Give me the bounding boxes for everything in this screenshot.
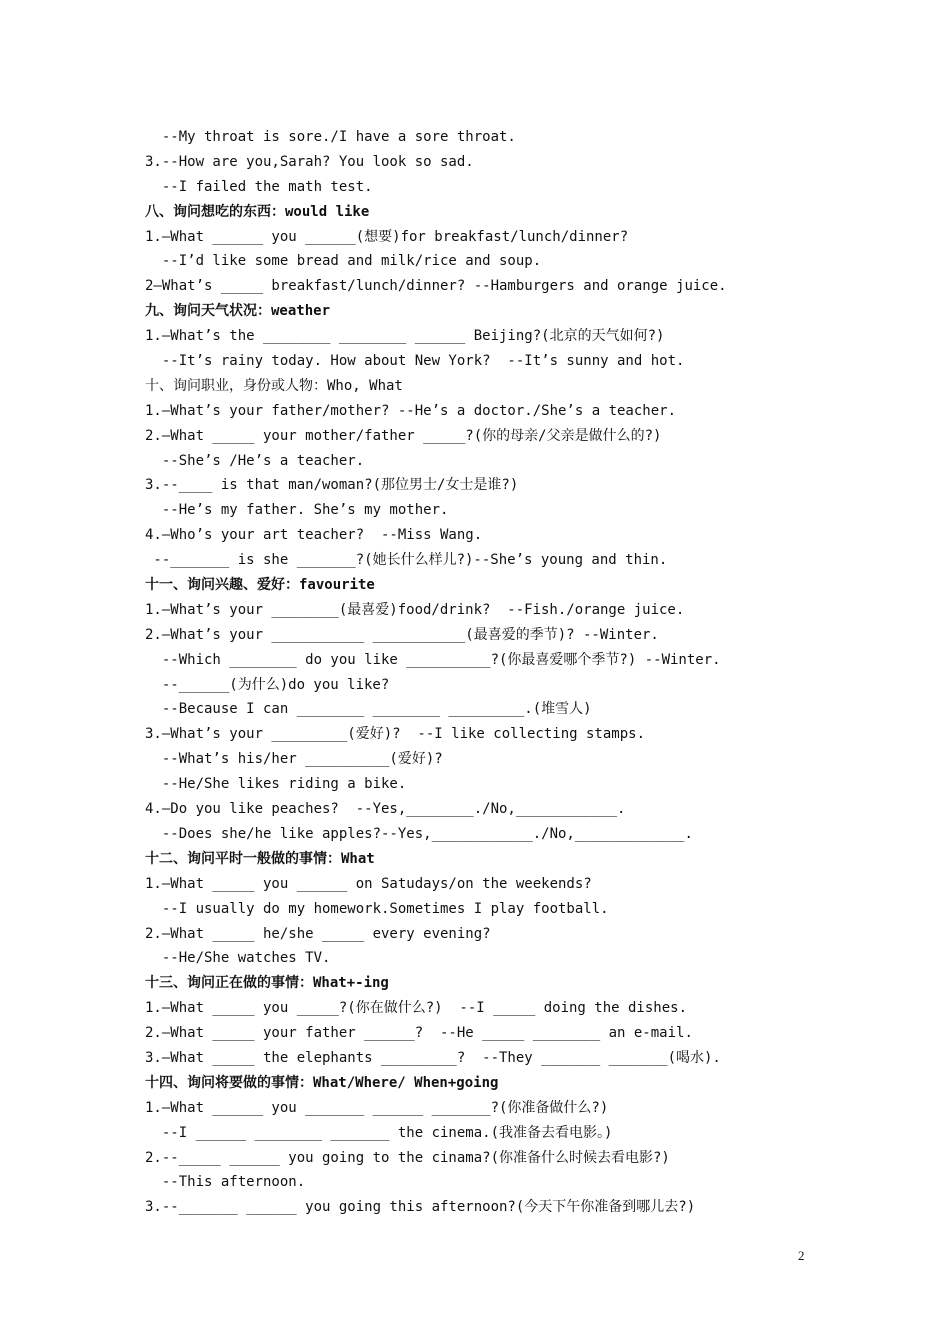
text-line: --He’s my father. She’s my mother. bbox=[145, 502, 449, 519]
text-line: 3.—What _____ the elephants _________? --They _______ _______(喝水). bbox=[145, 1049, 721, 1066]
text-line: --Which ________ do you like __________?(你最喜爱哪个季节?) --Winter. bbox=[145, 651, 721, 668]
text-line: 1.—What _____ you _____?(你在做什么?) --I _____ doing the dishes. bbox=[145, 1000, 688, 1017]
text-line: --She’s /He’s a teacher. bbox=[145, 452, 365, 469]
text-line: --Does she/he like apples?--Yes,____________./No,_____________. bbox=[145, 825, 693, 842]
text-line: 十、询问职业，身份或人物：Who, What bbox=[145, 377, 403, 394]
text-line: --I ______ ________ _______ the cinema.(我准备去看电影。) bbox=[145, 1124, 613, 1141]
section-heading: 十二、询问平时一般做的事情：What bbox=[145, 850, 375, 867]
text-line: 3.—What’s your _________(爱好)? --I like collecting stamps. bbox=[145, 726, 646, 743]
text-line: --I usually do my homework.Sometimes I play football. bbox=[145, 900, 609, 917]
text-line: 4.—Do you like peaches? --Yes,________./No,____________. bbox=[145, 801, 626, 818]
text-line: 3.--_______ ______ you going this afternoon?(今天下午你准备到哪儿去?) bbox=[145, 1199, 696, 1216]
text-line: 2.—What’s your ___________ ___________(最喜爱的季节)? --Winter. bbox=[145, 626, 659, 643]
text-line: 2.—What _____ he/she _____ every evening? bbox=[145, 925, 491, 942]
text-line: --_______ is she _______?(她长什么样儿?)--She’s young and thin. bbox=[145, 552, 668, 569]
text-line: --He/She watches TV. bbox=[145, 950, 331, 967]
text-line: --I’d like some bread and milk/rice and soup. bbox=[145, 253, 542, 270]
section-heading: 十四、询问将要做的事情：What/Where/ When+going bbox=[145, 1074, 499, 1091]
text-line: --He/She likes riding a bike. bbox=[145, 776, 407, 793]
text-line: 1.—What ______ you _______ ______ _______?(你准备做什么?) bbox=[145, 1099, 609, 1116]
text-line: 1.—What ______ you ______(想要)for breakfast/lunch/dinner? bbox=[145, 228, 629, 245]
text-line: --My throat is sore./I have a sore throat. bbox=[145, 129, 516, 145]
text-line: --This afternoon. bbox=[145, 1174, 306, 1191]
section-heading: 十一、询问兴趣、爱好：favourite bbox=[145, 577, 375, 594]
section-heading: 九、询问天气状况：weather bbox=[145, 303, 331, 320]
section-heading: 十三、询问正在做的事情：What+-ing bbox=[145, 975, 389, 992]
text-line: 4.—Who’s your art teacher? --Miss Wang. bbox=[145, 527, 483, 544]
text-line: --I failed the math test. bbox=[145, 178, 373, 195]
text-line: 2.--_____ ______ you going to the cinama?(你准备什么时候去看电影?) bbox=[145, 1149, 670, 1166]
text-line: 2.—What _____ your father ______? --He _____ ________ an e-mail. bbox=[145, 1025, 693, 1042]
text-line: --Because I can ________ ________ _________.(堆雪人) bbox=[145, 701, 592, 718]
text-line: --______(为什么)do you like? bbox=[145, 676, 390, 693]
text-line: --What’s his/her __________(爱好)? bbox=[145, 751, 443, 768]
text-line: --It’s rainy today. How about New York? --It’s sunny and hot. bbox=[145, 353, 685, 370]
text-line: 1.—What’s the ________ ________ ______ Beijing?(北京的天气如何?) bbox=[145, 328, 665, 345]
text-line: 1.—What _____ you ______ on Satudays/on the weekends? bbox=[145, 875, 592, 892]
text-line: 1.—What’s your father/mother? --He’s a doctor./She’s a teacher. bbox=[145, 402, 677, 419]
document-body bbox=[145, 125, 905, 1220]
text-line: 3.--____ is that man/woman?(那位男士/女士是谁?) bbox=[145, 477, 519, 494]
text-line: 3.--How are you,Sarah? You look so sad. bbox=[145, 153, 474, 170]
text-line: 1.—What’s your ________(最喜爱)food/drink? --Fish./orange juice. bbox=[145, 601, 685, 618]
page-number: 2 bbox=[798, 1248, 805, 1263]
text-line: 2—What’s _____ breakfast/lunch/dinner? --Hamburgers and orange juice. bbox=[145, 278, 727, 295]
text-line: 2.—What _____ your mother/father _____?(你的母亲/父亲是做什么的?) bbox=[145, 427, 662, 444]
section-heading: 八、询问想吃的东西：would like bbox=[145, 203, 370, 220]
